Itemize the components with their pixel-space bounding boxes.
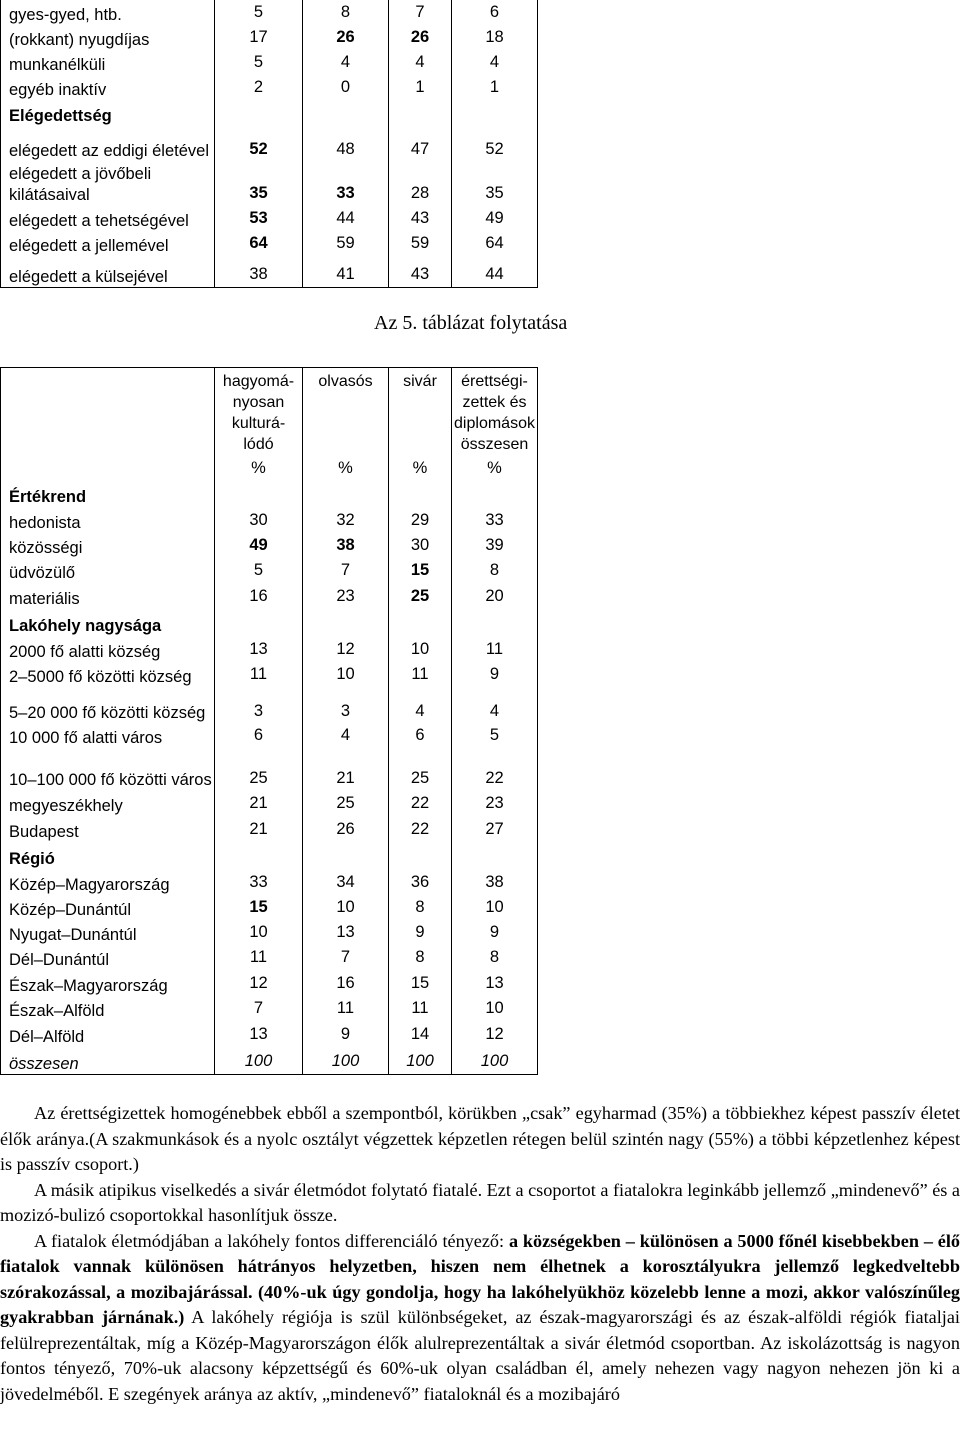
empty-cell <box>215 481 303 507</box>
column-header: olvasós <box>303 368 389 456</box>
table-cell: 44 <box>452 256 538 287</box>
table-cell: 52 <box>452 126 538 162</box>
section-header-row <box>1 842 538 869</box>
table-cell: 21 <box>215 791 303 816</box>
row-label: (rokkant) nyugdíjas <box>1 25 215 50</box>
table-cell: 10 <box>452 996 538 1021</box>
row-label: 10 000 fő alatti város <box>1 724 215 748</box>
row-label: Nyugat–Dunántúl <box>1 920 215 945</box>
row-label: elégedett a tehetségével <box>1 206 215 231</box>
table-cell: 4 <box>303 50 389 75</box>
table-cell: 4 <box>452 50 538 75</box>
section-header: Régió <box>1 842 215 869</box>
row-label: Közép–Dunántúl <box>1 895 215 920</box>
table-cell: 30 <box>215 507 303 533</box>
row-label: gyes-gyed, htb. <box>1 0 215 25</box>
row-label: Budapest <box>1 816 215 842</box>
table-cell: 7 <box>215 996 303 1021</box>
table-cell: 10 <box>303 895 389 920</box>
row-label: 2000 fő alatti község <box>1 636 215 662</box>
column-header: sivár <box>389 368 452 456</box>
table-cell: 100 <box>389 1047 452 1074</box>
table-cell: 15 <box>389 558 452 583</box>
section-header-row <box>1 481 538 507</box>
table-cell: 25 <box>389 583 452 609</box>
table-cell: 59 <box>389 231 452 256</box>
column-header: érettségi- zettek és diplomások összesen <box>452 368 538 456</box>
table-row <box>1 25 538 50</box>
table-cell: 20 <box>452 583 538 609</box>
table-cell: 7 <box>303 945 389 970</box>
bold-text-run: a községekben – különösen a 5000 főnél kisebbekben – élő fiatalok vannak különösen hátrányos helyzetben, hiszen nem élhetnek a korosztályukra jellemző legkedveltebb szórakozással, a mozibajárással. (40%-uk úgy gondolja, hogy ha lakóhelyükhöz közelebb lenne a mozi, akkor valószínűleg gyakrabban járnának.) <box>0 1230 960 1327</box>
table-cell: 44 <box>303 206 389 231</box>
empty-cell <box>303 842 389 869</box>
table-cell: 47 <box>389 126 452 162</box>
table-row <box>1 895 538 920</box>
table-row <box>1 256 538 287</box>
table-cell: 12 <box>303 636 389 662</box>
text-run: A fiatalok életmódjában a lakóhely fontos differenciáló tényező: <box>34 1230 509 1251</box>
table-row <box>1 162 538 206</box>
empty-cell <box>215 100 303 126</box>
row-label: Észak–Alföld <box>1 996 215 1021</box>
table-cell: 4 <box>452 687 538 724</box>
table-cell: 23 <box>303 583 389 609</box>
table-cell: 49 <box>215 533 303 558</box>
row-label: elégedett a külsejével <box>1 256 215 287</box>
table-row <box>1 970 538 996</box>
table-cell: 38 <box>215 256 303 287</box>
table-cell: 14 <box>389 1021 452 1047</box>
table-cell: 16 <box>303 970 389 996</box>
table-cell: 36 <box>389 869 452 895</box>
row-label: üdvözülő <box>1 558 215 583</box>
table-cell: 7 <box>389 0 452 25</box>
empty-cell <box>389 481 452 507</box>
row-label: Dél–Dunántúl <box>1 945 215 970</box>
table-row <box>1 791 538 816</box>
table-row <box>1 748 538 791</box>
table-row <box>1 0 538 25</box>
table-cell: 7 <box>303 558 389 583</box>
text-run: A másik atipikus viselkedés a sivár életmódot folytató fiatalé. Ezt a csoportot a fiatalokra leginkább jellemző „mindenevő” és a mozizó-bulizó csoportokkal hasonlítjuk össze. <box>0 1179 960 1225</box>
row-label: 2–5000 fő közötti község <box>1 662 215 687</box>
unit-label: % <box>215 455 303 481</box>
empty-cell <box>452 100 538 126</box>
table-row <box>1 869 538 895</box>
table-cell: 11 <box>389 662 452 687</box>
table-cell: 26 <box>389 25 452 50</box>
table-cell: 28 <box>389 162 452 206</box>
table-cell: 26 <box>303 25 389 50</box>
section-header-row <box>1 100 538 126</box>
table-row <box>1 507 538 533</box>
column-header: hagyomá- nyosan kulturá- lódó <box>215 368 303 456</box>
table-cell: 9 <box>452 662 538 687</box>
table-cell: 5 <box>215 558 303 583</box>
table-row <box>1 126 538 162</box>
table-cell: 3 <box>303 687 389 724</box>
row-label: közösségi <box>1 533 215 558</box>
table-cell: 22 <box>389 816 452 842</box>
table-cell: 38 <box>303 533 389 558</box>
table-cell: 23 <box>452 791 538 816</box>
table-caption: Az 5. táblázat folytatása <box>374 312 568 334</box>
empty-cell <box>452 609 538 636</box>
table-cell: 11 <box>303 996 389 1021</box>
table-cell: 16 <box>215 583 303 609</box>
empty-cell <box>389 100 452 126</box>
paragraph <box>0 1178 960 1229</box>
empty-cell <box>215 842 303 869</box>
body-text <box>0 1101 960 1407</box>
row-label: megyeszékhely <box>1 791 215 816</box>
empty-cell <box>303 481 389 507</box>
table-row <box>1 724 538 748</box>
table-cell: 11 <box>215 662 303 687</box>
table-row <box>1 816 538 842</box>
table-cell: 100 <box>215 1047 303 1074</box>
table-cell: 12 <box>452 1021 538 1047</box>
table-top-continuation <box>0 0 538 288</box>
table-cell: 35 <box>452 162 538 206</box>
table-row <box>1 920 538 945</box>
section-header: Lakóhely nagysága <box>1 609 215 636</box>
row-label: Dél–Alföld <box>1 1021 215 1047</box>
section-header: Értékrend <box>1 481 215 507</box>
table-cell: 21 <box>303 748 389 791</box>
table-cell: 33 <box>303 162 389 206</box>
table-cell: 13 <box>215 636 303 662</box>
table-cell: 43 <box>389 206 452 231</box>
table-cell: 10 <box>215 920 303 945</box>
table-cell: 13 <box>452 970 538 996</box>
unit-label: % <box>389 455 452 481</box>
table-row <box>1 583 538 609</box>
table-cell: 34 <box>303 869 389 895</box>
table-cell: 4 <box>303 724 389 748</box>
units-row <box>1 455 538 481</box>
column-header-row <box>1 368 538 456</box>
table-cell: 4 <box>389 687 452 724</box>
row-label: hedonista <box>1 507 215 533</box>
table-cell: 5 <box>452 724 538 748</box>
row-label: 5–20 000 fő közötti község <box>1 687 215 724</box>
table-cell: 5 <box>215 50 303 75</box>
table-cell: 0 <box>303 75 389 100</box>
table-row <box>1 231 538 256</box>
row-label: elégedett az eddigi életével <box>1 126 215 162</box>
table-row <box>1 50 538 75</box>
table-cell: 30 <box>389 533 452 558</box>
table-cell: 39 <box>452 533 538 558</box>
table-cell: 6 <box>389 724 452 748</box>
table-row <box>1 662 538 687</box>
table-cell: 59 <box>303 231 389 256</box>
table-cell: 22 <box>452 748 538 791</box>
table-row <box>1 533 538 558</box>
table-cell: 100 <box>303 1047 389 1074</box>
table-cell: 64 <box>215 231 303 256</box>
table-cell: 35 <box>215 162 303 206</box>
row-label: elégedett a jövőbeli kilátásaival <box>1 162 215 206</box>
table-cell: 10 <box>452 895 538 920</box>
unit-label: % <box>303 455 389 481</box>
table-cell: 100 <box>452 1047 538 1074</box>
table-row <box>1 996 538 1021</box>
table-row <box>1 206 538 231</box>
table-cell: 13 <box>215 1021 303 1047</box>
table-cell: 9 <box>452 920 538 945</box>
empty-cell <box>452 481 538 507</box>
table-cell: 4 <box>389 50 452 75</box>
table-cell: 25 <box>389 748 452 791</box>
empty-cell <box>1 455 215 481</box>
table-cell: 29 <box>389 507 452 533</box>
table-cell: 2 <box>215 75 303 100</box>
row-label: elégedett a jellemével <box>1 231 215 256</box>
table-cell: 6 <box>452 0 538 25</box>
table-cell: 8 <box>389 895 452 920</box>
table-cell: 6 <box>215 724 303 748</box>
text-run: A lakóhely régiója is szül különbségeket, az észak-magyarországi és az észak-alföldi régiók fiataljai felülreprezentáltak, míg a Közép-Magyarországon élők alulreprezentáltak a sivár életmód csoportban. Az iskolázottság is nagyon fontos tényező, 70%-uk alacsony képzettségű és 60%-uk olyan családban él, amely nehezen vagy nagyon nehezen jön ki a jövedelméből. E szegények aránya az aktív, „mindenevő” fiataloknál és a mozibajáró <box>0 1307 960 1404</box>
empty-cell <box>303 609 389 636</box>
table-cell: 12 <box>215 970 303 996</box>
table-cell: 25 <box>215 748 303 791</box>
table-cell: 8 <box>303 0 389 25</box>
row-label: Közép–Magyarország <box>1 869 215 895</box>
table-cell: 10 <box>389 636 452 662</box>
table-cell: 21 <box>215 816 303 842</box>
empty-cell <box>389 609 452 636</box>
paragraph <box>0 1229 960 1408</box>
table-row <box>1 945 538 970</box>
paragraph <box>0 1101 960 1178</box>
table-row <box>1 1047 538 1074</box>
table-cell: 52 <box>215 126 303 162</box>
table-cell: 25 <box>303 791 389 816</box>
table-cell: 41 <box>303 256 389 287</box>
empty-cell <box>452 842 538 869</box>
table-cell: 18 <box>452 25 538 50</box>
table-cell: 27 <box>452 816 538 842</box>
table-cell: 9 <box>389 920 452 945</box>
table-row <box>1 75 538 100</box>
table-cell: 13 <box>303 920 389 945</box>
table-cell: 9 <box>303 1021 389 1047</box>
empty-cell <box>215 609 303 636</box>
text-run: Az érettségizettek homogénebbek ebből a szempontból, körükben „csak” egyharmad (35%) a többiekhez képest passzív életet élők aránya.(A szakmunkások és a nyolc osztályt végzettek képzetlen rétegen belül szintén nagy (55%) a többi képzetlenhez képest is passzív csoport.) <box>0 1103 960 1174</box>
table-cell: 17 <box>215 25 303 50</box>
table-cell: 8 <box>452 945 538 970</box>
empty-cell <box>389 842 452 869</box>
table-cell: 22 <box>389 791 452 816</box>
row-label: egyéb inaktív <box>1 75 215 100</box>
section-header: Elégedettség <box>1 100 215 126</box>
table-cell: 8 <box>389 945 452 970</box>
table-cell: 11 <box>389 996 452 1021</box>
table-cell: 1 <box>452 75 538 100</box>
row-label: Észak–Magyarország <box>1 970 215 996</box>
table-row <box>1 1021 538 1047</box>
row-label: materiális <box>1 583 215 609</box>
table-main <box>0 367 538 1075</box>
table-cell: 53 <box>215 206 303 231</box>
table-cell: 38 <box>452 869 538 895</box>
unit-label: % <box>452 455 538 481</box>
table-cell: 10 <box>303 662 389 687</box>
table-cell: 5 <box>215 0 303 25</box>
table-cell: 49 <box>452 206 538 231</box>
table-cell: 15 <box>215 895 303 920</box>
table-cell: 26 <box>303 816 389 842</box>
empty-cell <box>1 368 215 456</box>
row-label: munkanélküli <box>1 50 215 75</box>
table-cell: 48 <box>303 126 389 162</box>
table-cell: 1 <box>389 75 452 100</box>
table-cell: 43 <box>389 256 452 287</box>
row-label: összesen <box>1 1047 215 1074</box>
table-cell: 15 <box>389 970 452 996</box>
table-cell: 33 <box>215 869 303 895</box>
table-cell: 64 <box>452 231 538 256</box>
table-cell: 33 <box>452 507 538 533</box>
row-label: 10–100 000 fő közötti város <box>1 748 215 791</box>
table-cell: 32 <box>303 507 389 533</box>
table-cell: 8 <box>452 558 538 583</box>
table-row <box>1 636 538 662</box>
empty-cell <box>303 100 389 126</box>
section-header-row <box>1 609 538 636</box>
table-cell: 3 <box>215 687 303 724</box>
table-row <box>1 687 538 724</box>
table-row <box>1 558 538 583</box>
table-cell: 11 <box>452 636 538 662</box>
table-cell: 11 <box>215 945 303 970</box>
